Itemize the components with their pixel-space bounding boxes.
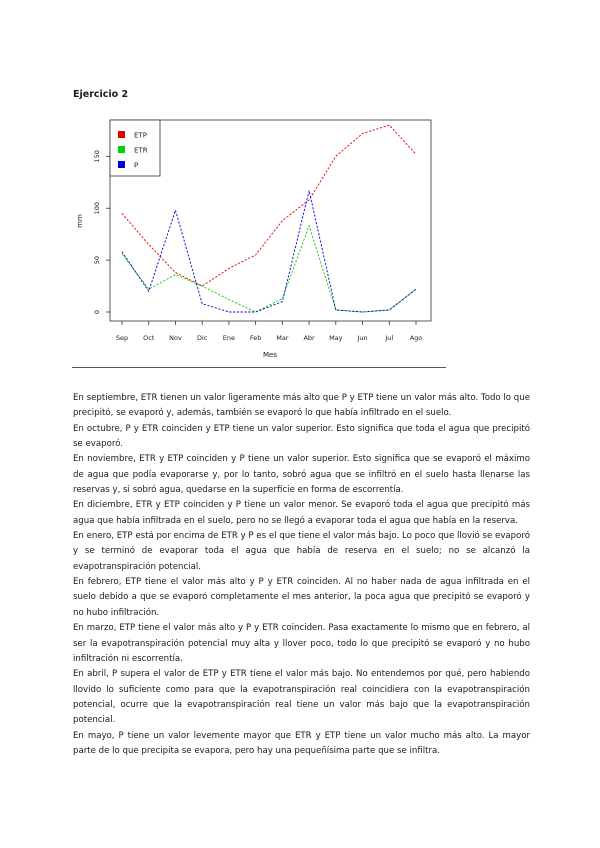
x-tick-label: Jul — [385, 334, 394, 342]
series-layer — [122, 125, 416, 312]
y-tick-label: 150 — [93, 150, 101, 163]
x-tick-label: Feb — [249, 334, 262, 342]
x-tick-label: May — [329, 334, 343, 342]
x-tick-label: Ago — [409, 334, 423, 342]
paragraph-nov: En noviembre, ETR y ETP coinciden y P tiene un valor superior. Esto significa que se evaporó el máximo de agua que podía evaporarse y, por lo tanto, sobró agua que se infiltró en el suelo hasta llenarse las reservas y, si sobró agua, quedarse en la superficie en forma de escorrentía. — [73, 454, 530, 496]
body-text — [73, 391, 530, 759]
chart-legend — [110, 120, 160, 176]
series-line-p — [122, 191, 416, 312]
x-tick-label: Ene — [222, 334, 236, 342]
paragraph-feb: En febrero, ETP tiene el valor más alto y P y ETR coinciden. Al no haber nada de agua infiltrada en el suelo debido a que se evaporó completamente el mes anterior, la poca agua que precipitó se evaporó y no hubo infiltración. — [73, 577, 530, 618]
legend-swatch-etp — [118, 131, 125, 138]
x-tick-label: Mar — [276, 334, 289, 342]
line-chart — [0, 0, 600, 380]
legend-label-etr: ETR — [134, 146, 148, 155]
paragraph-sep: En septiembre, ETR tienen un valor ligeramente más alto que P y ETP tiene un valor más alto. Todo lo que precipitó, se evaporó y, además, también se evaporó lo que había infiltrado en el suelo. — [73, 393, 530, 419]
section-divider — [72, 367, 446, 368]
x-axis-label: Mes — [263, 351, 277, 359]
x-tick-label: Jun — [357, 334, 368, 342]
paragraph-dic: En diciembre, ETR y ETP coinciden y P tiene un valor menor. Se evaporó toda el agua que precipitó más agua que había infiltrada en el suelo, pero no se llegó a evaporar toda el agua que había en la reserva. — [73, 500, 530, 526]
paragraph-abr: En abril, P supera el valor de ETP y ETR tiene el valor más bajo. No entendemos por qué, pero habiendo llovido lo suficiente como para que la evapotranspiración real coincidiera con la evapotranspiración potencial, ocurre que la evapotranspiración real tiene un valor más bajo que la evapotranspiración potencial. — [73, 669, 530, 726]
y-tick-label: 50 — [93, 255, 101, 265]
exercise-heading: Ejercicio 2 — [73, 89, 129, 100]
x-tick-label: Dic — [196, 334, 208, 342]
paragraph-oct: En octubre, P y ETR coinciden y ETP tiene un valor superior. Esto significa que toda el agua que precipitó se evaporó. — [73, 423, 530, 450]
y-axis — [93, 150, 110, 314]
legend-swatch-etr — [118, 146, 125, 153]
series-line-etp — [122, 125, 416, 286]
legend-swatch-p — [118, 161, 125, 168]
paragraph-may: En mayo, P tiene un valor levemente mayor que ETR y ETP tiene un valor mucho más alto. La mayor parte de lo que precipita se evapora, pero hay una pequeñísima parte que se infiltra. — [73, 730, 530, 756]
x-tick-label: Abr — [303, 334, 315, 342]
x-tick-label: Sep — [115, 334, 129, 342]
x-axis — [116, 321, 422, 342]
paragraph-mar: En marzo, ETP tiene el valor más alto y P y ETR coinciden. Pasa exactamente lo mismo que en febrero, al ser la evapotranspiración potencial muy alta y llover poco, todo lo que precipitó se evaporó y no hubo infiltración ni escorrentía. — [73, 623, 530, 664]
y-tick-label: 100 — [93, 202, 101, 215]
y-tick-label: 0 — [93, 309, 101, 315]
x-tick-label: Nov — [169, 334, 182, 342]
legend-label-p: P — [134, 161, 139, 170]
paragraph-ene: En enero, ETP está por encima de ETR y P es el que tiene el valor más bajo. Lo poco que llovió se evaporó y se terminó de evaporar toda el agua que había de reserva en el suelo; no se alcanzó la evapotranspiración potencial. — [73, 531, 530, 572]
legend-label-etp: ETP — [134, 131, 147, 140]
x-tick-label: Oct — [143, 334, 155, 342]
y-axis-label: mm — [76, 214, 84, 228]
